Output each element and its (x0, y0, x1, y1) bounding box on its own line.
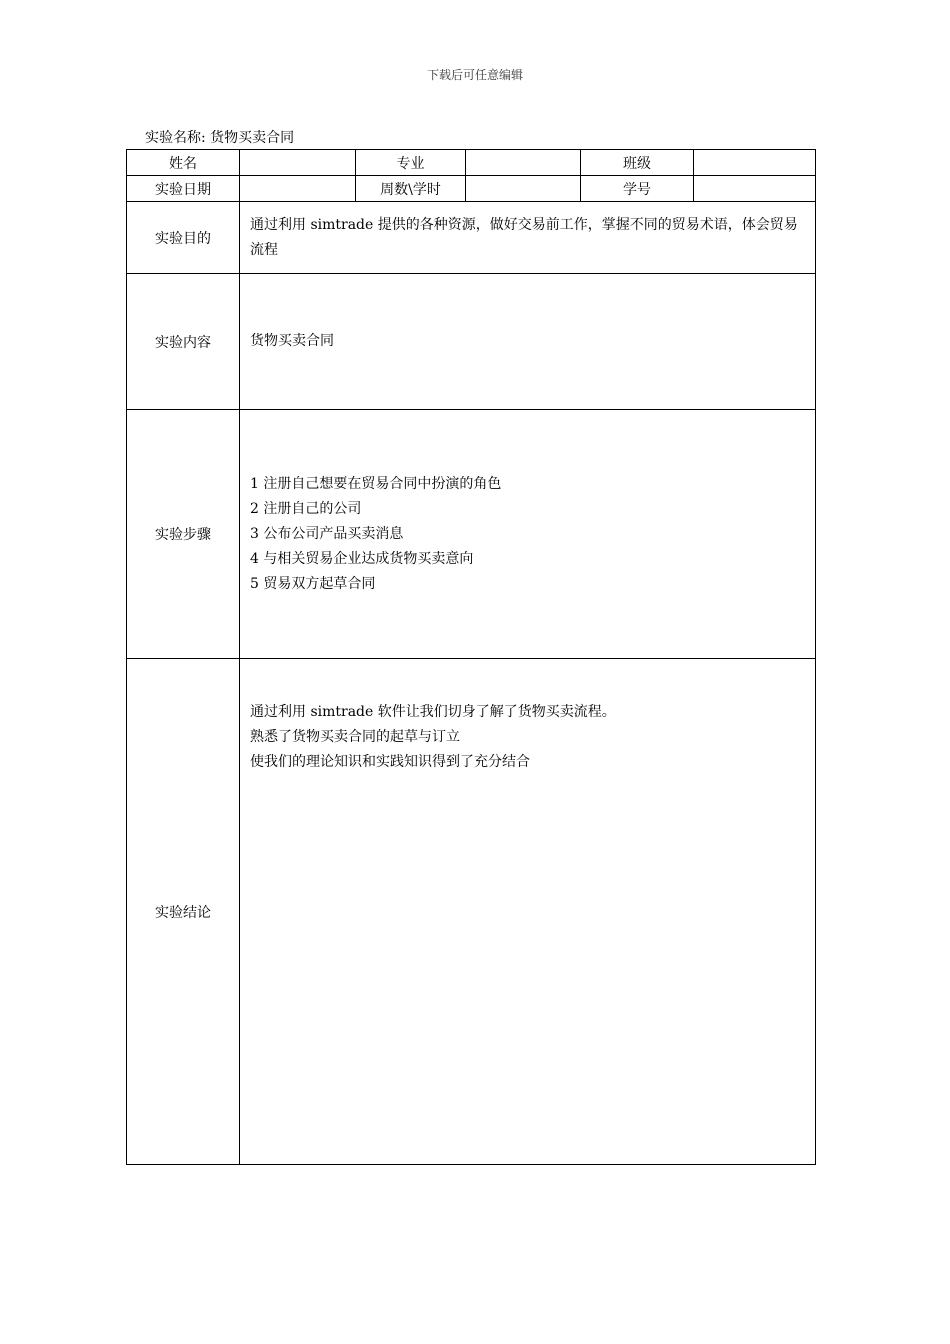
purpose-text: 通过利用 simtrade 提供的各种资源，做好交易前工作，掌握不同的贸易术语，体会贸易流程 (240, 202, 816, 274)
conclusion-label: 实验结论 (127, 659, 240, 1165)
steps-list (240, 410, 816, 659)
info-row-1 (127, 150, 816, 176)
conclusion-text (240, 659, 816, 1165)
report-table (126, 149, 816, 1165)
info-row-2 (127, 176, 816, 202)
major-label: 专业 (356, 150, 466, 176)
content-text: 货物买卖合同 (240, 274, 816, 410)
purpose-label: 实验目的 (127, 202, 240, 274)
experiment-name-value: 货物买卖合同 (210, 130, 295, 146)
step-item: 1 注册自己想要在贸易合同中扮演的角色 (250, 475, 502, 492)
content-row (127, 274, 816, 410)
class-value (694, 150, 816, 176)
step-item: 5 贸易双方起草合同 (250, 575, 376, 592)
experiment-name-label: 实验名称: (145, 130, 206, 146)
major-value (466, 150, 581, 176)
week-hours-label: 周数\学时 (356, 176, 466, 202)
conclusion-line: 熟悉了货物买卖合同的起草与订立 (250, 729, 460, 745)
step-item: 2 注册自己的公司 (250, 500, 362, 517)
date-label: 实验日期 (127, 176, 240, 202)
step-item: 3 公布公司产品买卖消息 (250, 525, 404, 542)
name-label: 姓名 (127, 150, 240, 176)
name-value (240, 150, 356, 176)
steps-row (127, 410, 816, 659)
date-value (240, 176, 356, 202)
week-hours-value (466, 176, 581, 202)
conclusion-line: 通过利用 simtrade 软件让我们切身了解了货物买卖流程。 (250, 704, 616, 720)
step-item: 4 与相关贸易企业达成货物买卖意向 (250, 550, 474, 567)
class-label: 班级 (581, 150, 694, 176)
steps-label: 实验步骤 (127, 410, 240, 659)
student-id-label: 学号 (581, 176, 694, 202)
student-id-value (694, 176, 816, 202)
conclusion-row (127, 659, 816, 1165)
header-note: 下载后可任意编辑 (426, 68, 523, 82)
conclusion-line: 使我们的理论知识和实践知识得到了充分结合 (250, 754, 530, 770)
experiment-name (145, 127, 294, 147)
purpose-row (127, 202, 816, 274)
content-label: 实验内容 (127, 274, 240, 410)
